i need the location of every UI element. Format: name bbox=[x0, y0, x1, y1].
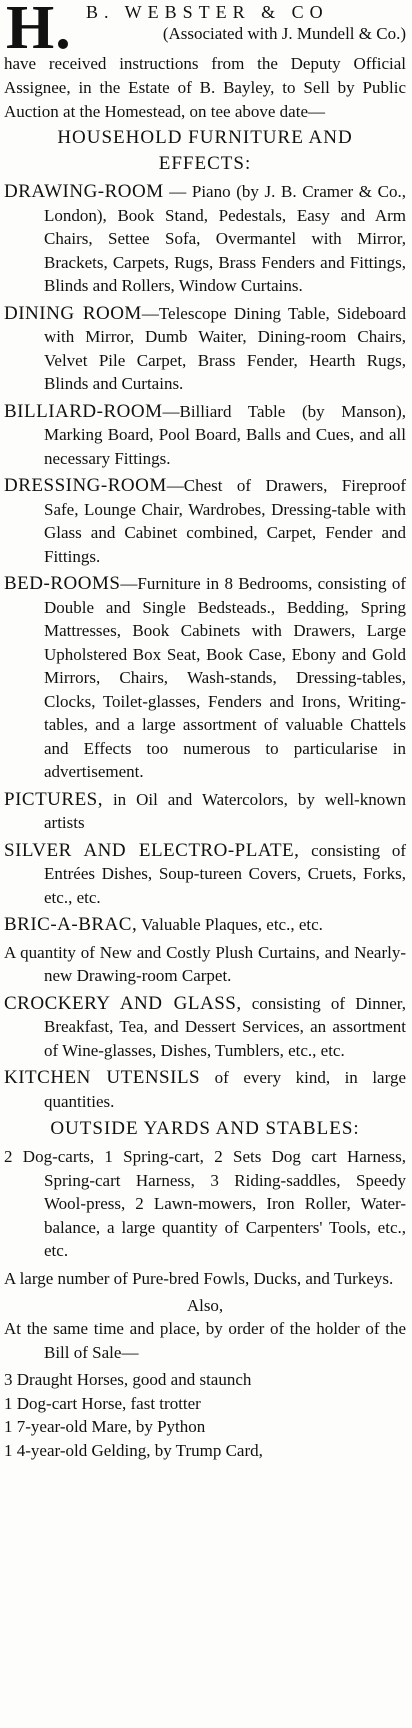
section-bed-rooms bbox=[4, 572, 406, 784]
section-crockery bbox=[4, 992, 406, 1063]
horse-item: 3 Draught Horses, good and staunch bbox=[4, 1370, 252, 1389]
section-text: — Piano (by J. B. Cramer & Co., London), Book Stand, Pedestals, Easy and Arm Chairs, Settee Sofa, Overmantel with Mirror, Brackets, Carpets, Rugs, Brass Fenders and Fittings, Blinds and Rollers, Window Curtains. bbox=[44, 182, 406, 295]
bill-of-sale-line: At the same time and place, by order of the holder of the Bill of Sale— bbox=[4, 1319, 406, 1362]
section-heading: DINING ROOM bbox=[4, 302, 142, 324]
section-curtains bbox=[4, 941, 406, 988]
advertisement-column bbox=[4, 2, 406, 1462]
section-dining-room bbox=[4, 302, 406, 396]
yards-item: A large number of Pure-bred Fowls, Ducks, and Turkeys. bbox=[4, 1268, 394, 1288]
section-silver bbox=[4, 839, 406, 910]
section-text: in Oil and Watercolors, by well-known artists bbox=[44, 789, 406, 832]
horse-item: 1 Dog-cart Horse, fast trotter bbox=[4, 1393, 201, 1413]
title-household: HOUSEHOLD FURNITURE AND bbox=[57, 127, 353, 148]
section-heading: KITCHEN UTENSILS bbox=[4, 1067, 201, 1088]
section-text: Valuable Plaques, etc., etc. bbox=[137, 915, 323, 934]
section-kitchen bbox=[4, 1066, 406, 1113]
section-heading: PICTURES, bbox=[4, 788, 103, 810]
section-dressing-room bbox=[4, 474, 406, 568]
auctioneer-name: B. WEBSTER & CO bbox=[86, 2, 329, 22]
association-line: (Associated with J. Mundell & Co.) bbox=[162, 24, 406, 43]
also-line: Also, bbox=[186, 1296, 224, 1315]
section-text: consisting of Entrées Dishes, Soup-tureen Covers, Cruets, Forks, etc., etc. bbox=[44, 840, 406, 907]
section-text: of every kind, in large quantities. bbox=[44, 1068, 406, 1111]
yards-item: 2 Dog-carts, 1 Spring-cart, 2 Sets Dog cart Harness, Spring-cart Harness, 3 Riding-saddles, Speedy Wool-press, 2 Lawn-mowers, Iron Roller, Water-balance, a large quantity of Carpenters' Tools, etc., etc. bbox=[4, 1147, 406, 1260]
section-heading: SILVER AND ELECTRO-PLATE, bbox=[4, 839, 300, 861]
horse-item: 1 4-year-old Gelding, by Trump Card, bbox=[4, 1440, 263, 1460]
title-effects: EFFECTS: bbox=[158, 153, 252, 174]
section-text: A quantity of New and Costly Plush Curtains, and Nearly-new Drawing-room Carpet. bbox=[4, 942, 406, 985]
dropcap: H. bbox=[6, 0, 72, 62]
section-heading: BRIC-A-BRAC, bbox=[4, 914, 138, 935]
section-text: —Billiard Table (by Manson), Marking Board, Pool Board, Balls and Cues, and all necessary Fittings. bbox=[44, 401, 406, 468]
intro-text: have received instructions from the Deputy Official Assignee, in the Estate of B. Bayley, to Sell by Public Auction at the Homestead, on tee above date— bbox=[4, 54, 406, 121]
section-text: —Furniture in 8 Bedrooms, consisting of Double and Single Bedsteads., Bedding, Spring Mattresses, Book Cabinets with Drawers, Large Upholstered Box Seat, Book Case, Ebony and Gold Mirrors, Chairs, Wash-stands, Dressing-tables, Clocks, Toilet-glasses, Fenders and Irons, Writing-tables, and a large assortment of valuable Chattels and Effects too numerous to particularise in advertisement. bbox=[44, 574, 406, 781]
section-drawing-room bbox=[4, 180, 406, 298]
section-bric-a-brac bbox=[4, 913, 406, 937]
section-heading: BILLIARD-ROOM bbox=[4, 400, 163, 422]
section-text: —Chest of Drawers, Fireproof Safe, Lounge Chair, Wardrobes, Dressing-table with Glass and Cabinet combined, Carpet, Fender and Fittings. bbox=[44, 476, 406, 566]
title-yards: OUTSIDE YARDS AND STABLES: bbox=[50, 1118, 360, 1139]
section-heading: DRESSING-ROOM bbox=[4, 475, 167, 496]
section-heading: BED-ROOMS bbox=[4, 573, 121, 594]
yards-list bbox=[4, 1145, 406, 1462]
section-text: consisting of Dinner, Breakfast, Tea, and Dessert Services, an assortment of Wine-glasses, Dishes, Tumblers, etc., etc. bbox=[44, 993, 406, 1060]
section-text: —Telescope Dining Table, Sideboard with Mirror, Dumb Waiter, Dining-room Chairs, Velvet Pile Carpet, Brass Fender, Hearth Rugs, Blinds and Curtains. bbox=[44, 303, 406, 393]
section-heading: DRAWING-ROOM bbox=[4, 181, 164, 202]
section-billiard-room bbox=[4, 400, 406, 471]
horse-item: 1 7-year-old Mare, by Python bbox=[4, 1417, 206, 1436]
header bbox=[4, 2, 406, 78]
section-pictures bbox=[4, 788, 406, 835]
section-heading: CROCKERY AND GLASS, bbox=[4, 992, 242, 1014]
sections-list bbox=[4, 180, 406, 1113]
